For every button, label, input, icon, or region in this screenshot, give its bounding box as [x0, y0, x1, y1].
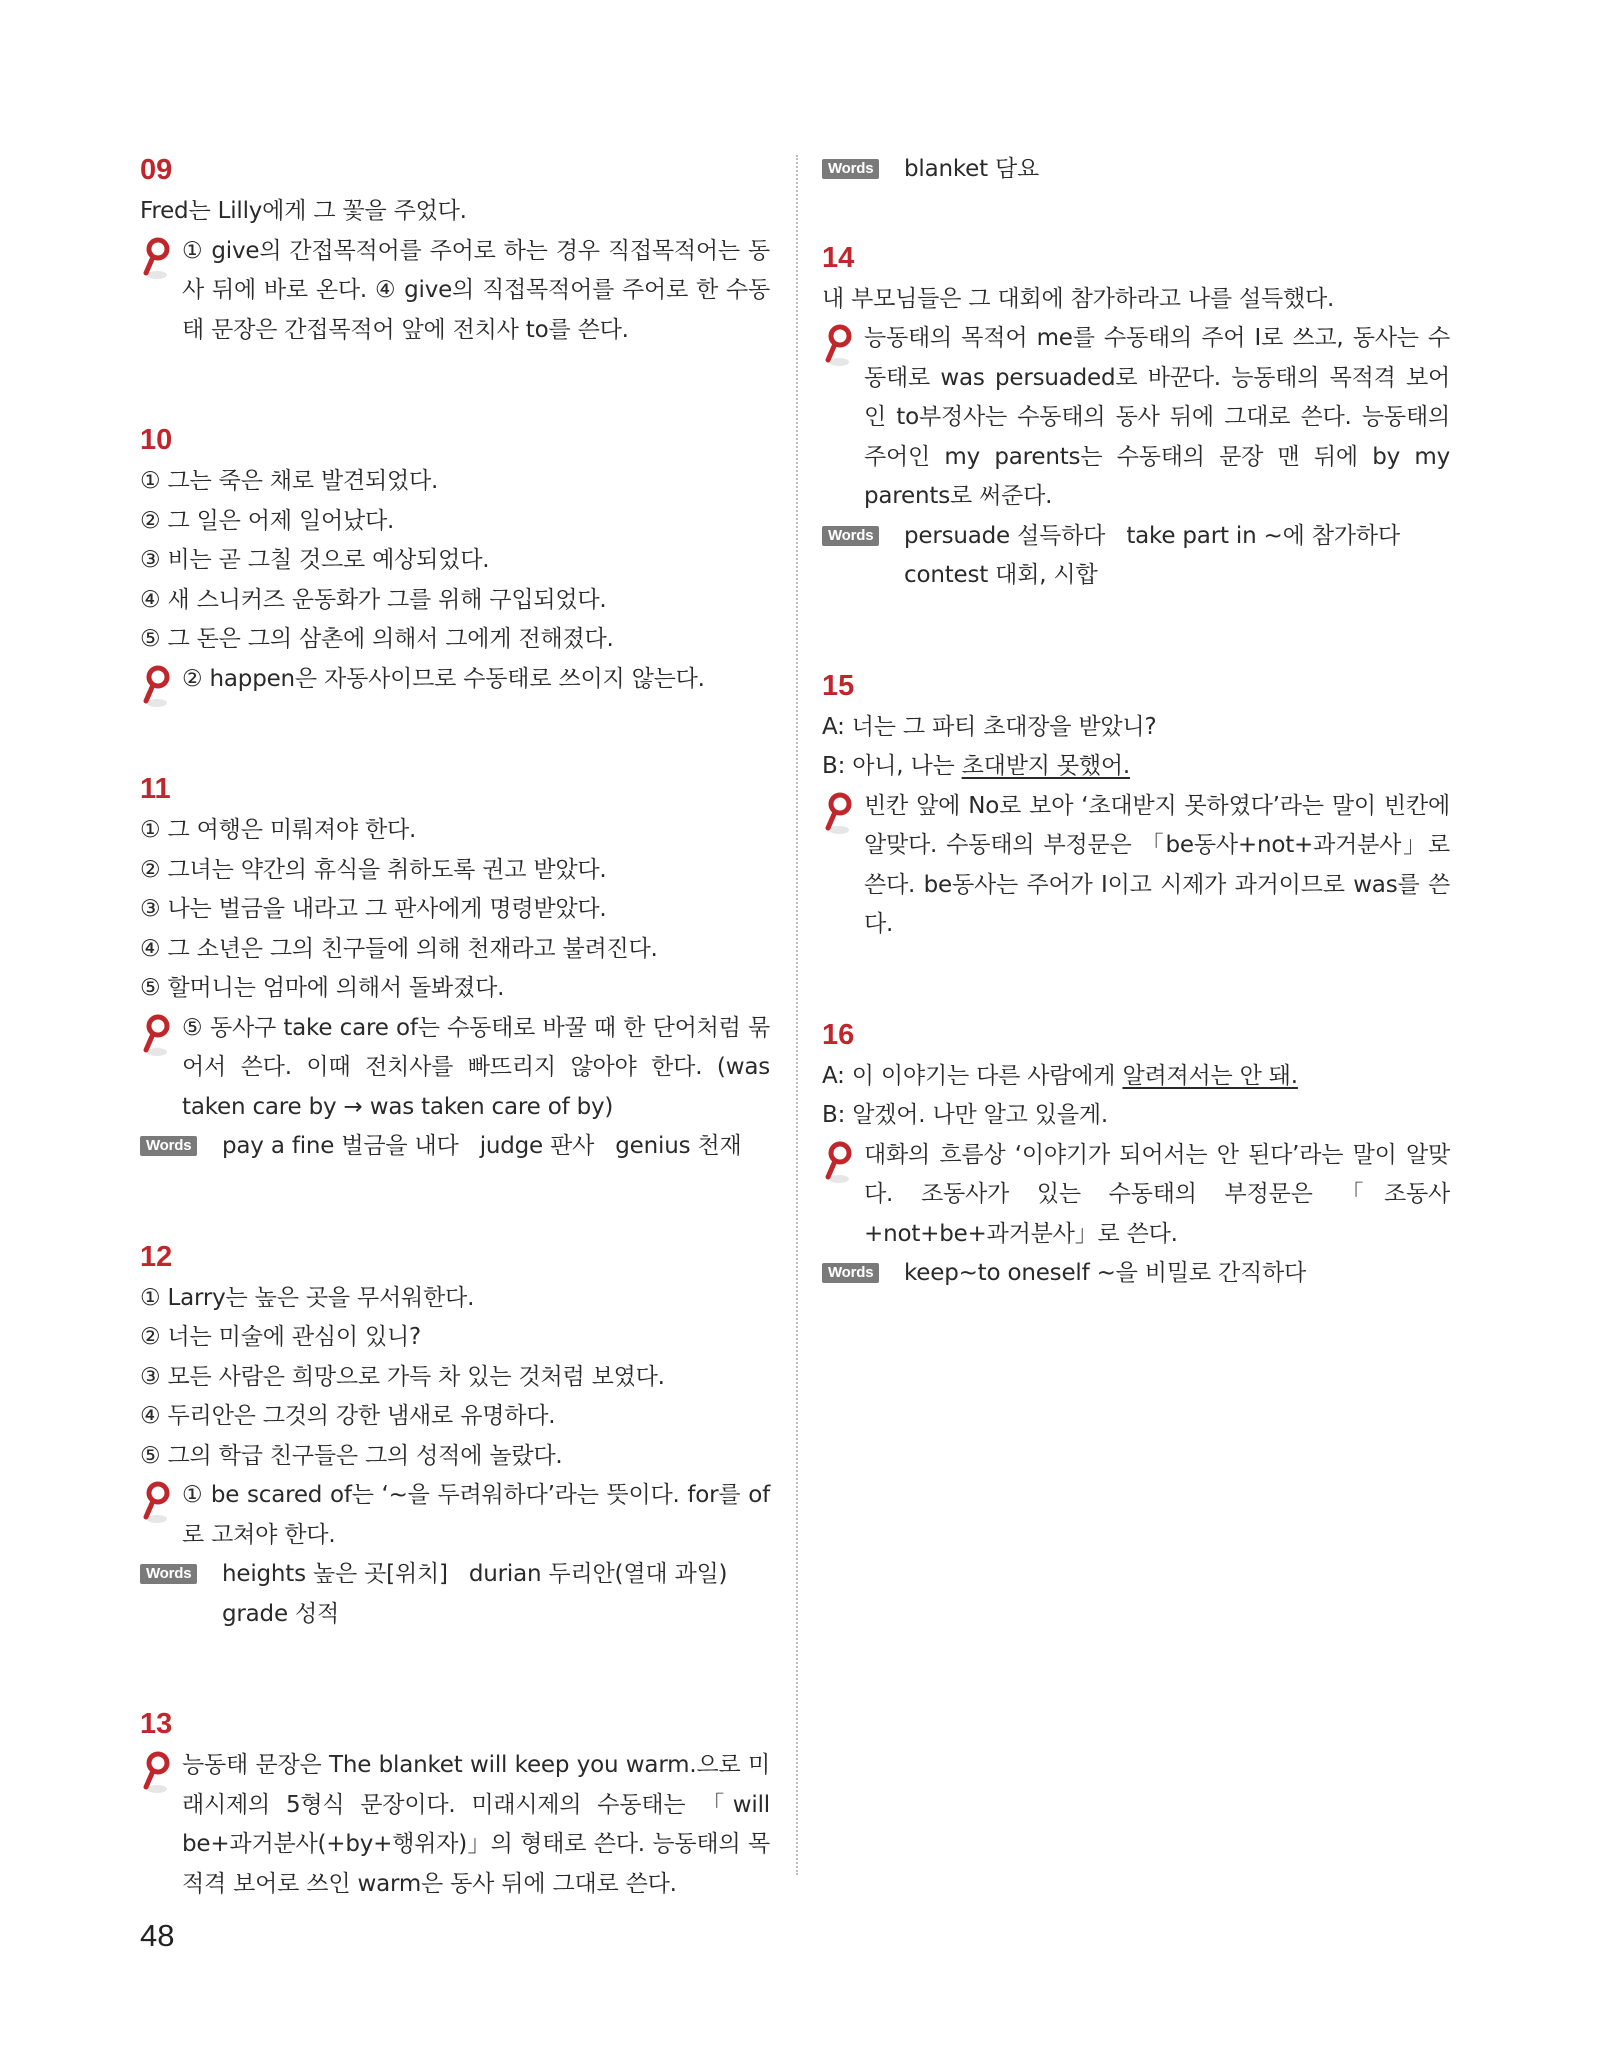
hint-block — [822, 319, 1450, 517]
dialogue-text: A: 이 이야기는 다른 사람에게 — [822, 1062, 1123, 1089]
word-item: judge 판사 — [479, 1133, 595, 1159]
magnifier-hint-icon — [822, 1141, 856, 1185]
magnifier-hint-icon — [140, 665, 174, 709]
word-item: heights 높은 곳[위치] — [222, 1561, 448, 1587]
hint-text: ① be scared of는 ‘~을 두려워하다’라는 뜻이다. for를 of로 고쳐야 한다. — [182, 1482, 770, 1548]
word-item: blanket 담요 — [904, 156, 1040, 182]
question-number: 10 — [140, 424, 173, 456]
option-line: ⑤ 그 돈은 그의 삼촌에 의해서 그에게 전해졌다. — [140, 626, 614, 652]
word-item: genius 천재 — [615, 1133, 742, 1159]
magnifier-hint-icon — [140, 237, 174, 281]
word-item: contest 대회, 시합 — [904, 562, 1098, 588]
question-09 — [140, 150, 770, 350]
words-tag: Words — [822, 159, 879, 179]
hint-block — [822, 787, 1450, 945]
question-10 — [140, 420, 770, 699]
magnifier-hint-icon — [140, 1481, 174, 1525]
question-number: 15 — [822, 669, 855, 702]
option-line: ④ 두리안은 그것의 강한 냄새로 유명하다. — [140, 1403, 556, 1429]
question-11 — [140, 769, 770, 1167]
question-number: 11 — [140, 773, 171, 805]
question-12 — [140, 1237, 770, 1635]
question-16 — [822, 1015, 1450, 1294]
hint-block — [140, 1009, 770, 1128]
option-line: ② 그녀는 약간의 휴식을 취하도록 권고 받았다. — [140, 856, 607, 883]
right-column — [822, 150, 1450, 1364]
question-13 — [140, 1704, 770, 1904]
word-item: persuade 설득하다 — [904, 522, 1106, 549]
magnifier-hint-icon — [822, 324, 856, 368]
hint-block — [822, 1136, 1450, 1255]
question-number: 16 — [822, 1018, 855, 1051]
option-line: ① 그는 죽은 채로 발견되었다. — [140, 468, 439, 494]
option-line: ④ 새 스니커즈 운동화가 그를 위해 구입되었다. — [140, 586, 607, 613]
words-block — [822, 1254, 1450, 1294]
word-item: pay a fine 벌금을 내다 — [222, 1133, 459, 1159]
hint-text: 빈칸 앞에 No로 보아 ‘초대받지 못하였다’라는 말이 빈칸에 알맞다. 수동태의 부정문은 「be동사+not+과거분사」로 쓴다. be동사는 주어가 I이고 시제가 과거이므로 was를 쓴다. — [864, 792, 1450, 937]
question-15 — [822, 666, 1450, 945]
question-14 — [822, 238, 1450, 596]
option-line: ③ 모든 사람은 희망으로 가득 차 있는 것처럼 보였다. — [140, 1363, 665, 1390]
word-item: keep~to oneself ~을 비밀로 간직하다 — [904, 1260, 1307, 1286]
column-divider — [796, 155, 798, 1875]
word-item: grade 성적 — [222, 1600, 340, 1627]
words-block — [822, 517, 1450, 596]
words-block — [140, 1127, 770, 1167]
words-tag: Words — [822, 526, 879, 546]
dialogue-line-b — [822, 747, 1450, 787]
words-block — [140, 1555, 770, 1634]
word-item: durian 두리안(열대 과일) — [468, 1561, 728, 1587]
hint-text: 능동태의 목적어 me를 수동태의 주어 I로 쓰고, 동사는 수동태로 was persuaded로 바꾼다. 능동태의 목적격 보어인 to부정사는 수동태의 동사 뒤에 그대로 쓴다. 능동태의 주어인 my parents는 수동태의 문장 맨 뒤에 by my parents로 써준다. — [864, 325, 1450, 509]
option-line: ② 그 일은 어제 일어났다. — [140, 507, 395, 534]
option-line: ③ 나는 벌금을 내라고 그 판사에게 명령받았다. — [140, 896, 607, 922]
option-line: ① Larry는 높은 곳을 무서워한다. — [140, 1284, 475, 1311]
option-line: ② 너는 미술에 관심이 있니? — [140, 1324, 422, 1350]
underlined-answer: 초대받지 못했어. — [961, 753, 1131, 779]
translation-line: 내 부모님들은 그 대회에 참가하라고 나를 설득했다. — [822, 285, 1335, 312]
hint-text: 대화의 흐름상 ‘이야기가 되어서는 안 된다’라는 말이 알맞다. 조동사가 있는 수동태의 부정문은 「조동사+not+be+과거분사」로 쓴다. — [864, 1141, 1450, 1247]
underlined-answer: 알려져서는 안 돼. — [1122, 1062, 1298, 1089]
question-number: 12 — [140, 1240, 173, 1273]
translation-line: Fred는 Lilly에게 그 꽃을 주었다. — [140, 198, 467, 224]
option-line: ③ 비는 곧 그칠 것으로 예상되었다. — [140, 547, 490, 573]
magnifier-hint-icon — [822, 792, 856, 836]
left-column — [140, 150, 770, 1974]
hint-block — [140, 232, 770, 351]
hint-block — [140, 1746, 770, 1904]
hint-text: ⑤ 동사구 take care of는 수동태로 바꿀 때 한 단어처럼 묶어서 쓴다. 이때 전치사를 빠뜨리지 않아야 한다. (was taken care by → was taken care of by) — [182, 1014, 770, 1120]
dialogue-line-a: A: 너는 그 파티 초대장을 받았니? — [822, 713, 1157, 740]
magnifier-hint-icon — [140, 1014, 174, 1058]
option-line: ① 그 여행은 미뤄져야 한다. — [140, 817, 417, 843]
hint-block — [140, 660, 770, 700]
page-number: 48 — [140, 1918, 175, 1953]
magnifier-hint-icon — [140, 1751, 174, 1795]
word-item: take part in ~에 참가하다 — [1126, 522, 1400, 549]
words-block — [822, 150, 1450, 190]
hint-text: 능동태 문장은 The blanket will keep you warm.으로 미래시제의 5형식 문장이다. 미래시제의 수동태는 「will be+과거분사(+by+행위자)」의 형태로 쓴다. 능동태의 목적격 보어로 쓰인 warm은 동사 뒤에 그대로 쓴다. — [182, 1752, 770, 1897]
hint-text: ① give의 간접목적어를 주어로 하는 경우 직접목적어는 동사 뒤에 바로 온다. ④ give의 직접목적어를 주어로 한 수동태 문장은 간접목적어 앞에 전치사 to를 쓴다. — [182, 237, 770, 343]
dialogue-line-b: B: 알겠어. 나만 알고 있을게. — [822, 1102, 1108, 1128]
dialogue-line-a — [822, 1057, 1450, 1097]
option-line: ⑤ 할머니는 엄마에 의해서 돌봐졌다. — [140, 975, 505, 1001]
option-line: ④ 그 소년은 그의 친구들에 의해 천재라고 불려진다. — [140, 935, 658, 962]
option-line: ⑤ 그의 학급 친구들은 그의 성적에 놀랐다. — [140, 1442, 563, 1469]
words-tag: Words — [140, 1564, 197, 1584]
question-number: 09 — [140, 154, 173, 186]
words-tag: Words — [140, 1136, 197, 1156]
hint-block — [140, 1476, 770, 1555]
words-tag: Words — [822, 1263, 879, 1283]
hint-text: ② happen은 자동사이므로 수동태로 쓰이지 않는다. — [182, 665, 705, 692]
question-number: 13 — [140, 1708, 173, 1740]
dialogue-text: B: 아니, 나는 — [822, 753, 962, 779]
question-number: 14 — [822, 241, 855, 274]
